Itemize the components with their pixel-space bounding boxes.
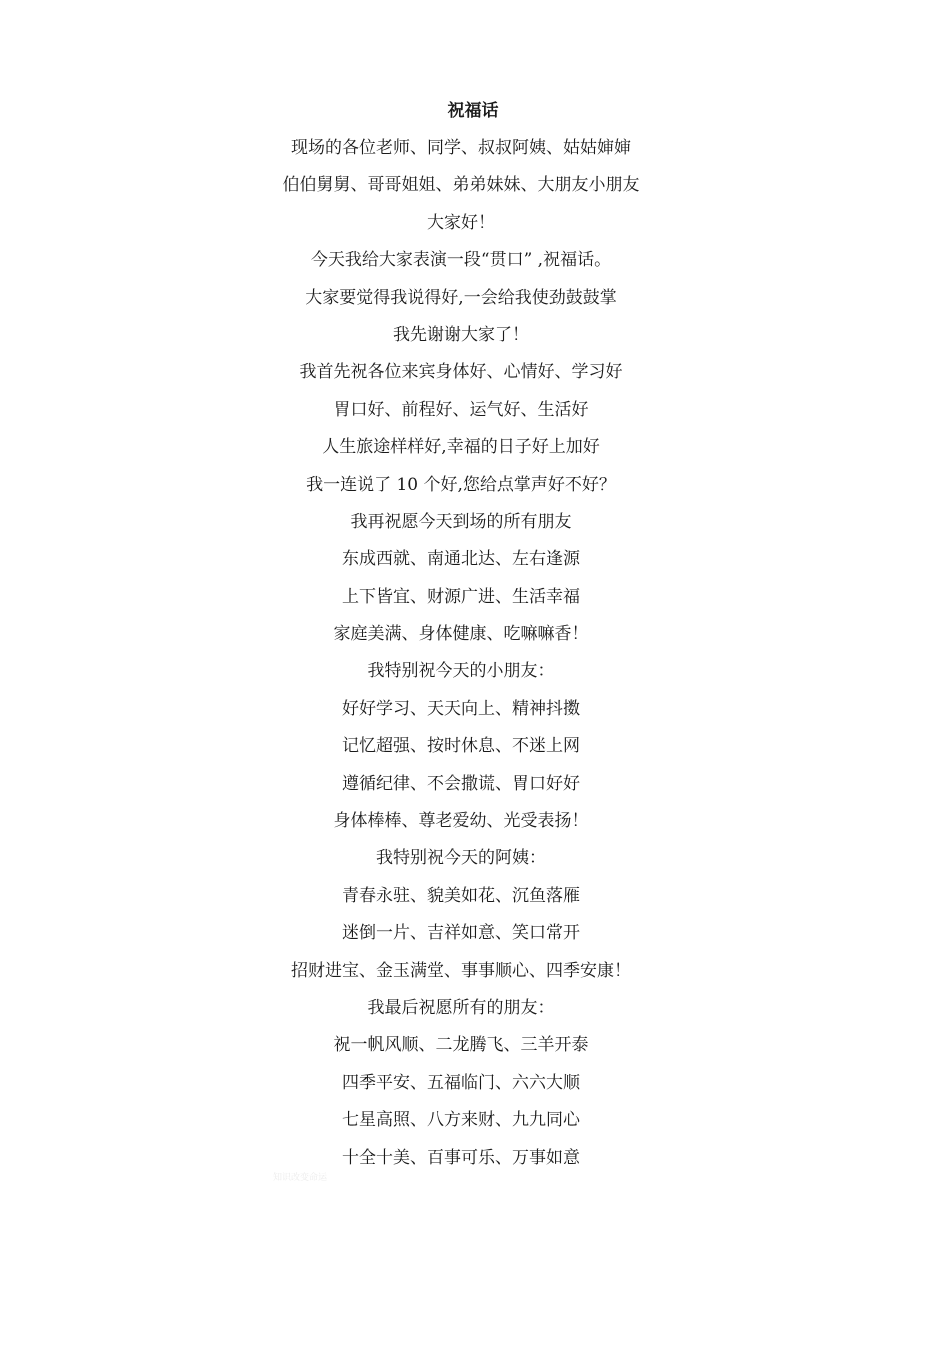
text-line: 记忆超强、按时休息、不迷上网 bbox=[342, 736, 580, 757]
text-line: 人生旅途样样好,幸福的日子好上加好 bbox=[322, 437, 600, 458]
text-line: 青春永驻、貌美如花、沉鱼落雁 bbox=[342, 885, 580, 906]
text-line: 胃口好、前程好、运气好、生活好 bbox=[333, 399, 589, 420]
text-line: 我首先祝各位来宾身体好、心情好、学习好 bbox=[299, 362, 623, 383]
text-line: 遵循纪律、不会撒谎、胃口好好 bbox=[342, 773, 580, 794]
text-line: 大家好！ bbox=[427, 212, 495, 233]
text-line: 我先谢谢大家了！ bbox=[393, 324, 529, 345]
text-line: 上下皆宜、财源广进、生活幸福 bbox=[342, 586, 580, 607]
text-line: 今天我给大家表演一段“贯口” ,祝福话。 bbox=[310, 250, 612, 271]
text-line: 祝一帆风顺、二龙腾飞、三羊开泰 bbox=[333, 1035, 589, 1056]
text-line: 好好学习、天天向上、精神抖擞 bbox=[342, 698, 580, 719]
text-line: 十全十美、百事可乐、万事如意 bbox=[342, 1147, 580, 1168]
document-title: 祝福话 bbox=[447, 101, 499, 121]
text-line: 大家要觉得我说得好,一会给我使劲鼓鼓掌 bbox=[305, 287, 617, 308]
text-line: 家庭美满、身体健康、吃嘛嘛香！ bbox=[333, 624, 589, 645]
text-line: 我一连说了 10 个好,您给点掌声好不好？ bbox=[306, 474, 616, 495]
text-line: 迷倒一片、吉祥如意、笑口常开 bbox=[342, 923, 580, 944]
text-line: 我最后祝愿所有的朋友： bbox=[367, 997, 555, 1018]
text-line: 四季平安、五福临门、六六大顺 bbox=[342, 1072, 580, 1093]
text-line: 身体棒棒、尊老爱幼、光受表扬！ bbox=[333, 811, 589, 832]
text-line: 现场的各位老师、同学、叔叔阿姨、姑姑婶婶 bbox=[291, 138, 631, 158]
text-line: 伯伯舅舅、哥哥姐姐、弟弟妹妹、大朋友小朋友 bbox=[282, 175, 640, 196]
text-line: 七星高照、八方来财、九九同心 bbox=[342, 1110, 580, 1131]
text-line: 我特别祝今天的阿姨： bbox=[376, 848, 546, 869]
watermark-text: 知识改变命运 bbox=[273, 1173, 328, 1183]
text-lines bbox=[0, 134, 922, 1181]
text-line: 招财进宝、金玉满堂、事事顺心、四季安康！ bbox=[291, 960, 631, 981]
text-line: 我特别祝今天的小朋友： bbox=[367, 661, 555, 682]
text-line: 我再祝愿今天到场的所有朋友 bbox=[350, 511, 572, 532]
text-line: 东成西就、南通北达、左右逢源 bbox=[342, 549, 580, 570]
